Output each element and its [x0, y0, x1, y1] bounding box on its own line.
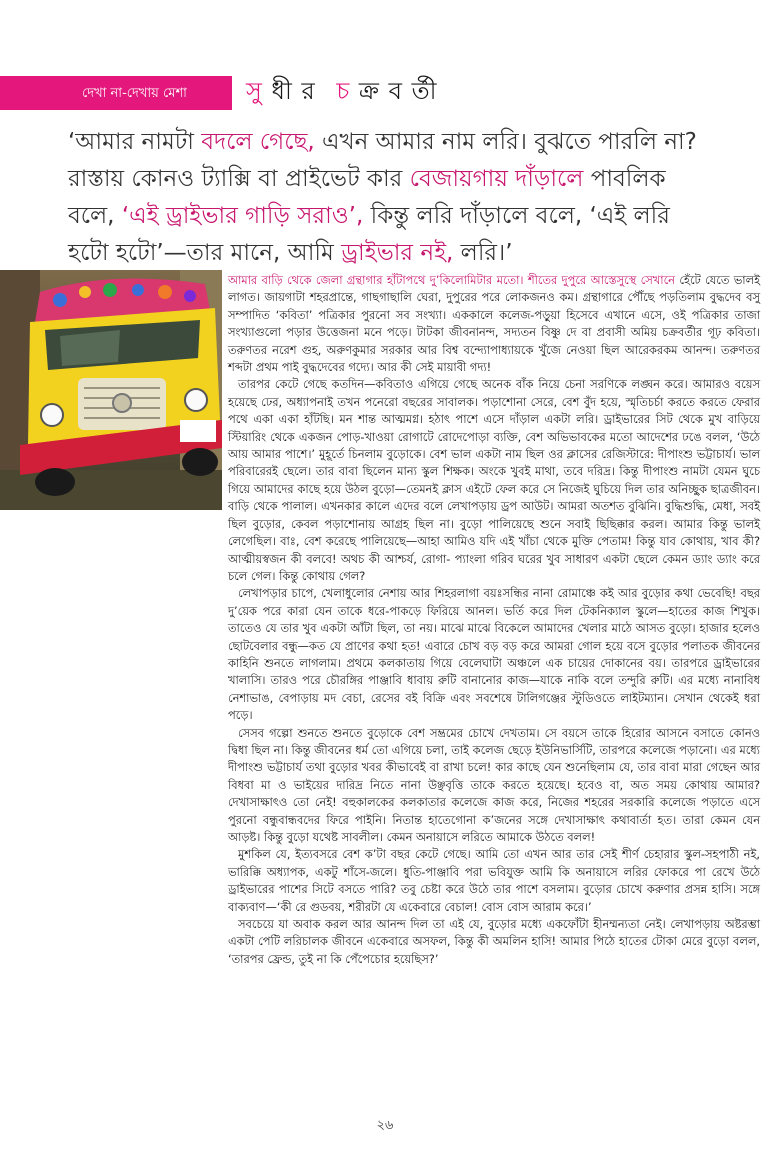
author-letter: চ [336, 77, 350, 105]
pull-quote-highlight: বদলে গেছে, [201, 129, 315, 155]
pull-quote-text: ‘আমার নামটা [68, 129, 202, 155]
article-body [228, 272, 760, 968]
pull-quote-highlight: বেজায়গায় দাঁড়ালে [409, 166, 584, 192]
pull-quote-text: পাবলিক বলে, [68, 166, 666, 229]
pull-quote-highlight: ড্রাইভার নই, [341, 240, 454, 266]
column-label: দেখা না-দেখায় মেশা [82, 86, 187, 101]
author-name [246, 72, 439, 110]
pull-quote-text: কিন্তু লরি দাঁড়ালে বলে, ‘এই লরি হটো হটো’—তার মানে, আমি [68, 203, 670, 266]
paragraph: তারপর কেটে গেছে কতদিন—কবিতাও এগিয়ে গেছে অনেক বাঁক নিয়ে চেনা সরণিকে লঙ্ঘন করে। আমারও বয়েস হয়েছে ঢের, অধ্যাপনাই তখন পনেরো বছরের সাবালক। পড়াশোনা সেরে, বেশ বুঁদ হয়ে, স্মৃতিচর্চা করতে করতে ফেরার পথে একা একা হাঁটছি। মন শান্ত আত্মমগ্ন। হঠাৎ পাশে এসে দাঁড়াল একটা লরি। ড্রাইভারের সিট থেকে মুখ বাড়িয়ে স্টিয়ারিং থেকে একজন পোড়-খাওয়া রোগাটে রোদেপোড়া ব্যক্তি, বেশ অভিভাবকের মতো আদেশের ঢঙে বলল, ‘উঠে আয় আমার পাশে।’ মুহূর্তে চিনলাম বুড়োকে। বেশ ভাল একটা নাম ছিল ওর ক্লাসের রেজিস্টারে: দীপাংশু ভট্টাচার্য। ভাল পরিবারেরই ছেলে। তার বাবা ছিলেন মান্য স্কুল শিক্ষক। অংকে খুবই মাথা, তবে দরিদ্র। কিন্তু দীপাংশু নামটা যেমন ঘুচে গিয়ে আমাদের কাছে হয়ে উঠল বুড়ো—তেমনই ক্লাস এইটে ফেল করে সে নিজেই ঘুচিয়ে দিল তার অনিচ্ছুক ছাত্রজীবন। বাড়ি থেকে পালাল। এখনকার কালে এদের বলে লেখাপড়ায় ড্রপ আউট। আমরা অতশত বুঝিনি। বুদ্ধিশুদ্ধি, মেধা, সবই ছিল বুড়োর, কেবল পড়াশোনায় আগ্রহ ছিল না। বুড়ো পালিয়েছে শুনে সবাই ছিছিক্কার করল। আমার কিন্তু ভালই লেগেছিল। বাঃ, বেশ করেছে পালিয়েছে—আহা আমিও যদি এই খাঁচা থেকে মুক্তি পেতাম! কিন্তু যাব কোথায়, খাব কী? আত্মীয়স্বজন কী বলবে! অথচ কী আশ্চর্য, রোগা- প্যাংলা গরিব ঘরের খুব সাধারণ একটা ছেলে কেমন ড্যাং ড্যাং করে চলে গেল। কিন্তু কোথায় গেল? [228, 377, 760, 583]
paragraph: সবচেয়ে যা অবাক করল আর আনন্দ দিল তা এই যে, বুড়োর মধ্যে একফোঁটা হীনম্মন্যতা নেই। লেখাপড়ায় অষ্টরম্ভা একটা পেটি লরিচালক জীবনে একেবারে অসফল, কিন্তু কী অমলিন হাসি! আমার পিঠে হাতের টোকা মেরে বুড়ো বলল, ‘তারপর ফ্রেন্ড, তুই না কি পেঁপেচোর হয়েছিস?’ [228, 917, 760, 966]
paragraph: মুশকিল যে, ইত্যবসরে বেশ ক’টা বছর কেটে গেছে। আমি তো এখন আর তার সেই শীর্ণ চেহারার স্কুল-সহপাঠী নই, ভারিক্কি অধ্যাপক, একটু শাঁসে-জলে। ধুতি-পাঞ্জাবি পরা ভবিযুক্ত আমি কি অনায়াসে লরির ফোকরে পা রেখে উঠে ড্রাইভারের পাশের সিটে বসতে পারি? তবু চেষ্টা করে উঠে তার পাশে বসলাম। বুড়োর চোখে করুণার প্রসন্ন হাসি। সঙ্গে বাক্যবাণ—‘কী রে গুডবয়, শরীরটা যে একেবারে বেচাল! বোস বোস আরাম করে।’ [228, 847, 760, 914]
author-letter: সু [246, 77, 262, 105]
pull-quote [68, 124, 708, 272]
paragraph: সেসব গল্পো শুনতে শুনতে বুড়োকে বেশ সম্ভ্রমের চোখে দেখতাম। সে বয়সে তাকে হিরোর আসনে বসাতে কোনও দ্বিধা ছিল না। কিন্তু জীবনের ধর্ম তো এগিয়ে চলা, তাই কলেজ ছেড়ে ইউনিভার্সিটি, তারপরে কলেজে পড়ানো। এর মধ্যে দীপাংশু ভট্টাচার্য তথা বুড়োর খবর কীভাবেই বা রাখা চলে! কার কাছে যেন শুনেছিলাম যে, তার বাবা মারা গেছেন আর বিধবা মা ও ভাইয়ের দারিদ্র নিতে নানা উঞ্ছবৃত্তি তাকে করতে হয়েছে। হবেও বা, অত সময় কোথায় আমার? দেখাসাক্ষাৎও তো নেই! বহুকালকের কলকাতার কলেজে কাজ করে, নিজের শহরের সরকারি কলেজে পড়াতে এসে পুরনো বন্ধুবান্ধবদের ফিরে পাইনি। নিতান্ত হাতেগোনা ক’জনের সঙ্গে দেখাসাক্ষাৎ কথাবার্তা হত। তারা কেমন যেন আড়ষ্ট। কিন্তু বুড়ো যথেষ্ট সাবলীল। কেমন অনায়াসে লরিতে আমাকে উঠতে বলল! [228, 725, 760, 844]
paragraph [228, 272, 760, 376]
pull-quote-highlight: ‘এই ড্রাইভার গাড়ি সরাও’, [121, 203, 364, 229]
pull-quote-text: এখন আমার নাম লরি। বুঝতে পারলি না? রাস্তায় কোনও ট্যাক্সি বা প্রাইভেট কার [68, 129, 697, 192]
author-letter: র [301, 77, 315, 105]
yellow-lorry-photo [0, 270, 222, 510]
author-letter: র্তী [411, 77, 437, 105]
page-number: ২৬ [376, 1118, 394, 1133]
paragraph-text: হেঁটে যেতে ভালই লাগত। জায়গাটা শহরপ্রান্তে, গাছগাছালি ঘেরা, দুপুরের পরে লোকজনও কম। গ্রন্থাগারে পৌঁছে পড়তিলাম বুদ্ধদেব বসু সম্পাদিত ‘কবিতা’ পত্রিকার পুরনো সব সংখ্যা। এককালে কলেজ-পড়ুয়া হিসেবে এখানে এসে, ওই পত্রিকার তাজা সংখ্যাগুলো পড়ার উত্তেজনা মনে পড়ে। টাটকা জীবনানন্দ, সদ্যতন বিষ্ণু দে বা প্রবাসী অমিয় চক্রবর্তীর গূঢ় কবিতা। তরুণতর নরেশ গুহ, অরুণকুমার সরকার আর বিশ্ব বন্দ্যোপাধ্যায়কে খুঁজে নেওয়া ছিল আরেকরকম আনন্দ। তরুণতর শব্দটা প্রথম পাই বুদ্ধদেবের গদ্যে। আর কী সেই মায়াবী গদ্য! [228, 273, 760, 375]
pull-quote-text: লরি।’ [453, 240, 513, 266]
author-letter: ক্র [358, 77, 379, 105]
lead-sentence: আমার বাড়ি থেকে জেলা গ্রন্থাগার হাঁটাপথে দু’কিলোমিটার মতো। শীতের দুপুরে আস্তেসুস্থে সেখানে [228, 273, 675, 287]
author-letter: ব [388, 77, 402, 105]
author-letter: ধী [271, 77, 292, 105]
paragraph: লেখাপড়ার চাপে, খেলাধুলোর নেশায় আর শিহরলাগা বয়ঃসন্ধির নানা রোমাঞ্চে কই আর বুড়োর কথা ভেবেছি! বছর দু’য়েক পরে কারা যেন তাকে ধরে-পাকড়ে ফিরিয়ে আনল। ভর্তি করে দিল টেকনিক্যাল স্কুলে—হাতের কাজ শিখুক। তাতেও যে তার খুব একটা আঁটা ছিল, তা নয়। মাঝে মাঝে বিকেলে আমাদের খেলার মাঠে আসত বুড়ো। হাজার হলেও ছোটবেলার বন্ধু—কত যে প্রাণের কথা হত! এবারে চোখ বড় বড় করে আমরা গোল হয়ে বসে বুড়োর পলাতক জীবনের কাহিনি শুনতে লাগলাম। প্রথমে কলকাতায় গিয়ে বেলেঘাটা অঞ্চলে এক চায়ের দোকানের বয়। তারপরে ড্রাইভারের খালাসি। তারও পরে চৌরঙ্গির পাঞ্জাবি ধাবায় রুটি বানানোর কাজ—যাকে নাকি বলে তন্দুরি রুটি। এর মধ্যে নানাবিধ নেশাভাঙ, বেপাড়ায় মদ বেচা, রেসের বই বিক্রি এবং সবশেষে টালিগঞ্জের স্টুডিওতে লাইটম্যান। সেখান থেকেই ধরা পড়ে। [228, 586, 760, 723]
